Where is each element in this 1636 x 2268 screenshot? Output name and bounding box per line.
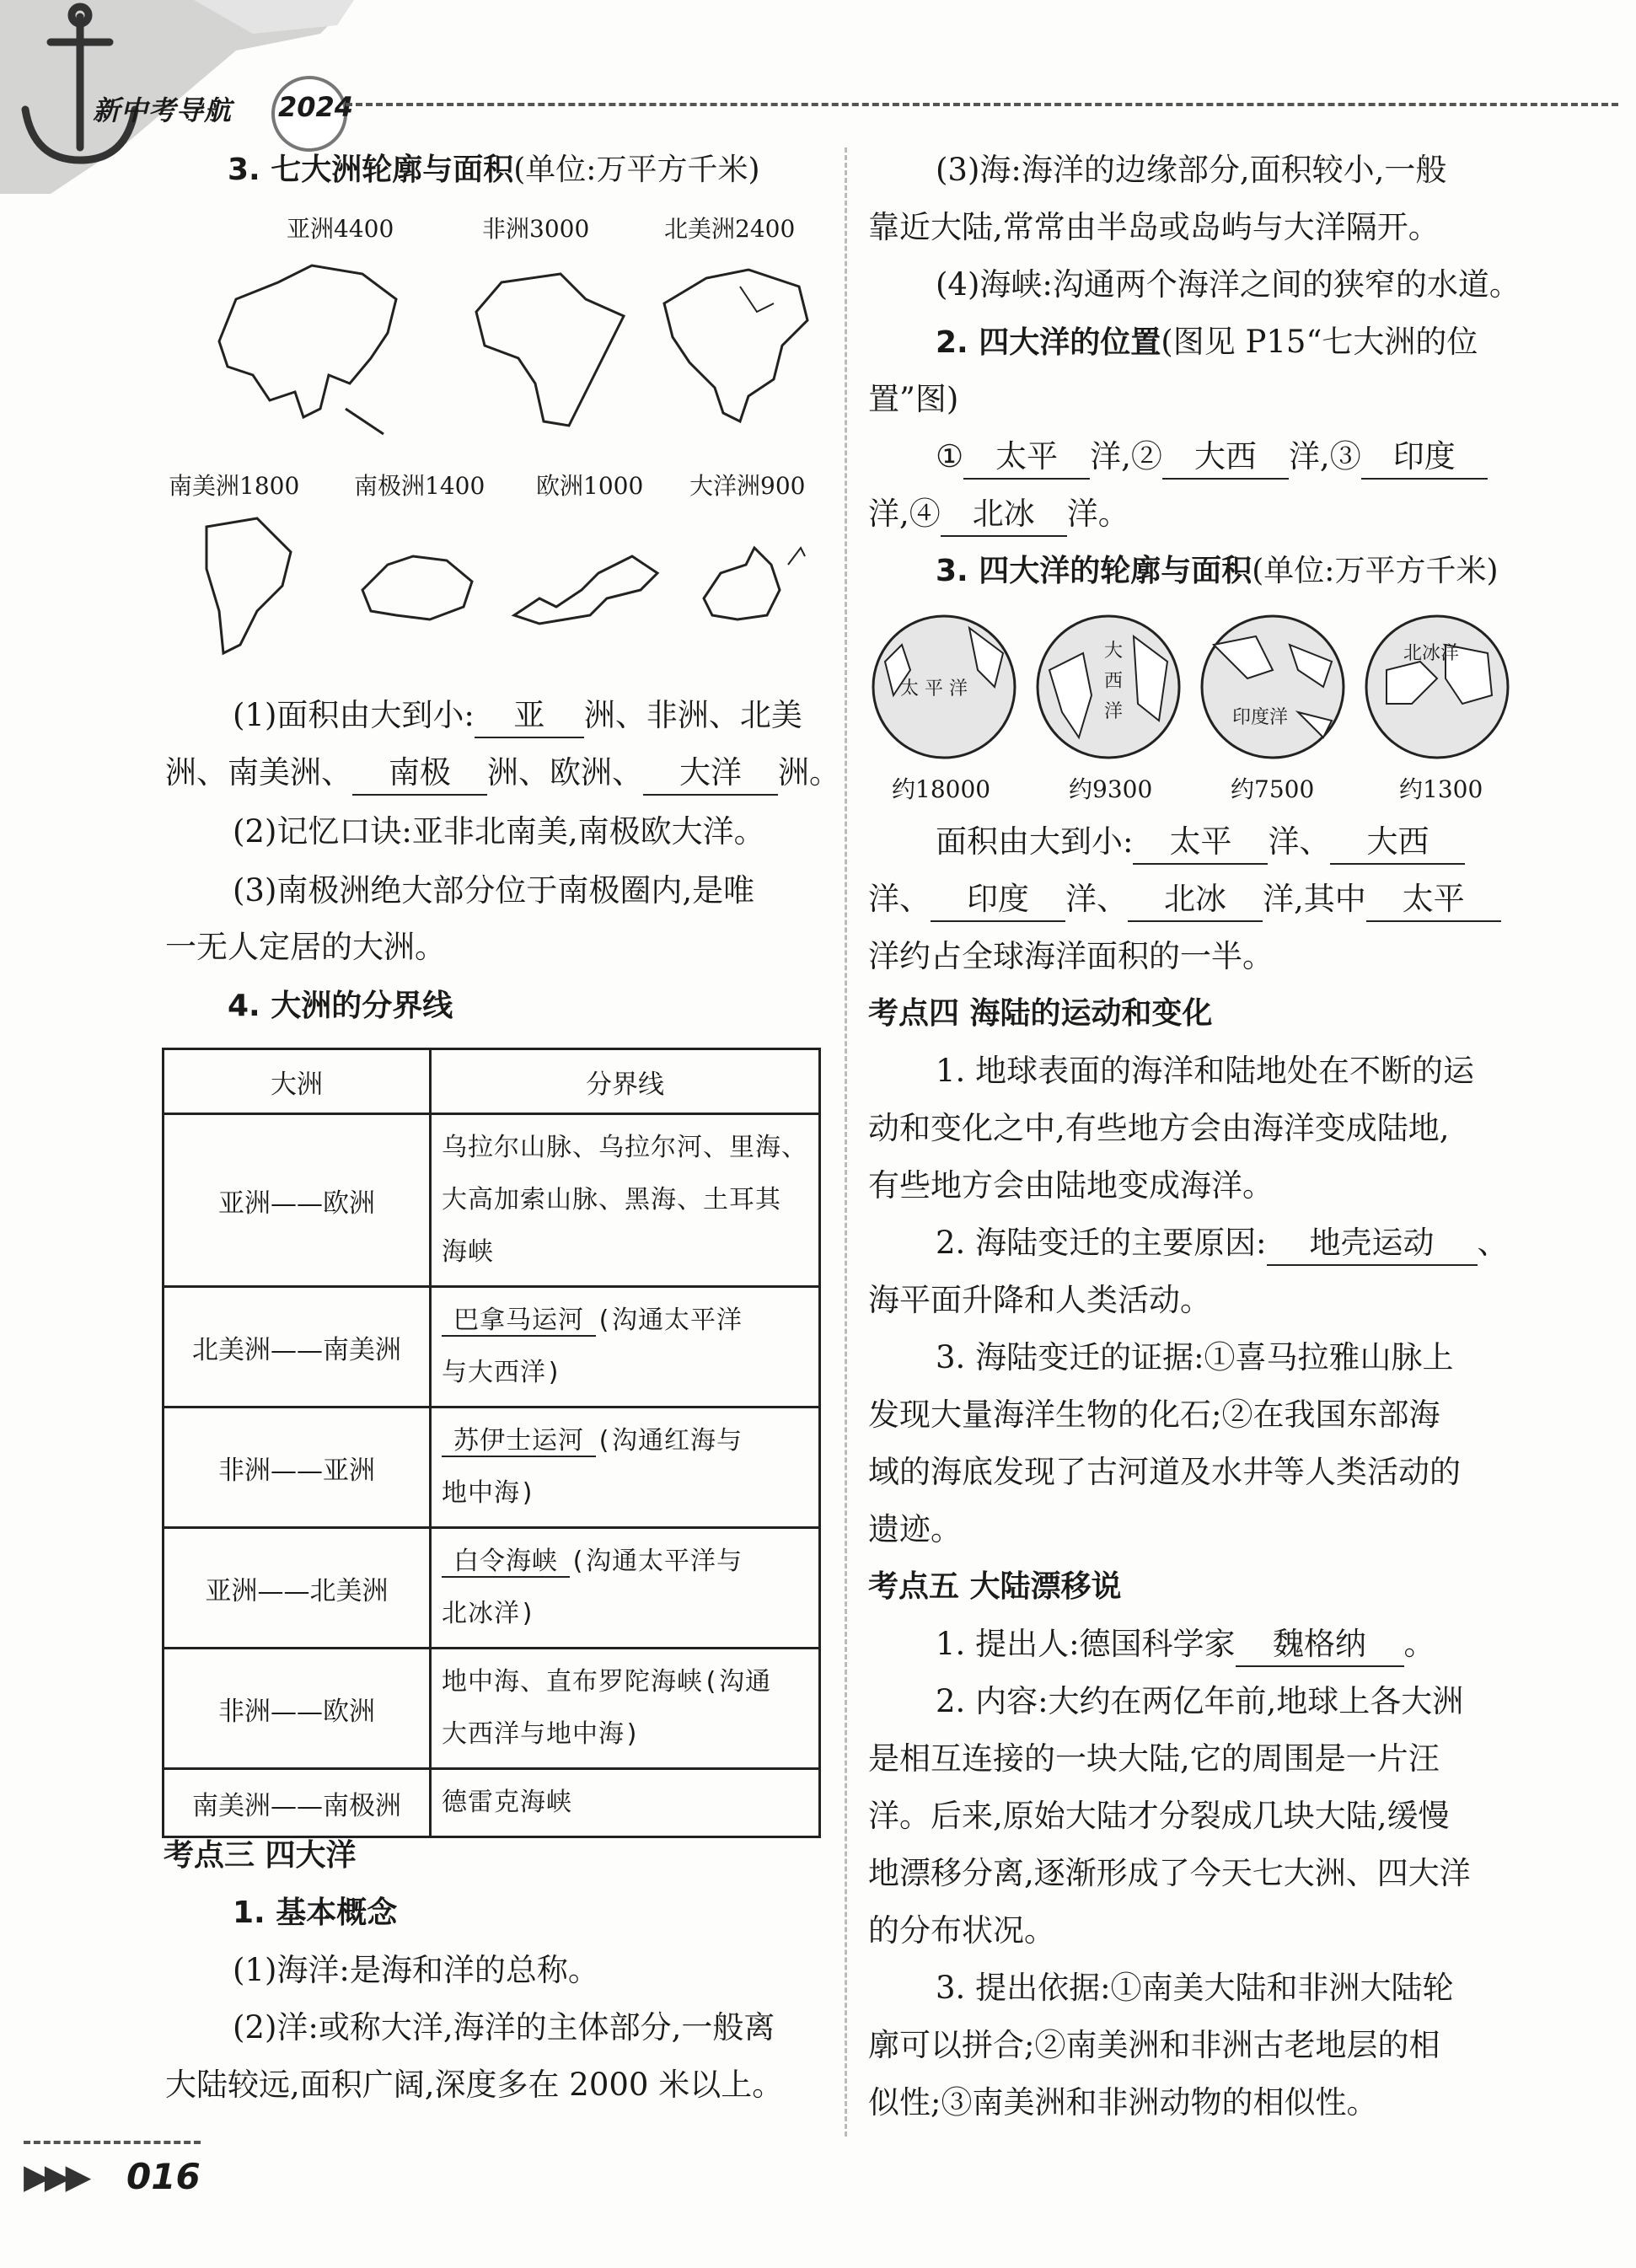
basic-concept-1: (1)海洋:是海和洋的总称。 — [233, 1952, 599, 1988]
table-row — [164, 1649, 820, 1769]
ocean-position-line-1: 2. 四大洋的位置(图见 P15“七大洲的位 — [936, 324, 1478, 360]
arctic-area: 约1300 — [1399, 775, 1483, 803]
k5-2-line-1: 2. 内容:大约在两亿年前,地球上各大洲 — [936, 1683, 1464, 1719]
ocean-position-blanks-2: 洋,④ 北冰 洋。 — [868, 485, 1129, 543]
answer-blank-asia[interactable]: 亚 — [475, 694, 584, 738]
kp4-title: 考点四 海陆的运动和变化 — [868, 996, 1213, 1031]
arctic-globe — [1361, 611, 1513, 763]
ocean-position-blanks-1: ① 太平 洋,② 大西 洋,③ 印度 — [936, 428, 1488, 485]
sea-line-2: 靠近大陆,常常由半岛或岛屿与大洋隔开。 — [868, 209, 1440, 245]
basic-concept-2-line-2: 大陆较远,面积广阔,深度多在 2000 米以上。 — [165, 2067, 784, 2103]
antarctica-outline — [354, 539, 480, 632]
oceania-outline — [687, 531, 813, 641]
answer-blank-arctic[interactable]: 北冰 — [941, 493, 1067, 537]
answer-blank-pacific[interactable]: 太平 — [963, 436, 1090, 480]
boundary-line: 海峡 — [442, 1237, 494, 1267]
boundary-note: 与大西洋) — [442, 1358, 563, 1387]
asia-outline — [202, 249, 405, 442]
question-1-line-1: (1)面积由大到小: 亚 洲、非洲、北美 — [233, 687, 802, 744]
table-cell-boundary — [431, 1649, 820, 1769]
table-cell-pair: 北美洲——南美洲 — [164, 1287, 431, 1407]
question-1-line-2: 洲、南美洲、 南极 洲、欧洲、 大洋 洲。 — [165, 744, 840, 802]
k5-3-line-1: 3. 提出依据:①南美大陆和非洲大陆轮 — [936, 1970, 1454, 2006]
area-rank-line-1: 面积由大到小: 太平 洋、 大西 — [936, 813, 1465, 871]
section-3-title: 3. 七大洲轮廓与面积(单位:万平方千米) — [228, 153, 760, 187]
pacific-globe-label: 太 平 洋 — [900, 678, 968, 700]
pacific-area: 约18000 — [892, 775, 991, 803]
question-3-line-2: 一无人定居的大洲。 — [165, 929, 446, 965]
table-cell-pair: 亚洲——北美洲 — [164, 1528, 431, 1649]
strait-definition: (4)海峡:沟通两个海洋之间的狭窄的水道。 — [936, 266, 1521, 303]
indian-globe — [1197, 611, 1349, 763]
question-3-line-1: (3)南极洲绝大部分位于南极圈内,是唯 — [233, 872, 755, 909]
south-america-outline — [190, 510, 299, 662]
question-2: (2)记忆口诀:亚非北南美,南极欧大洋。 — [233, 813, 765, 850]
column-divider — [845, 147, 847, 2137]
atlantic-area: 约9300 — [1069, 775, 1153, 803]
north-america-outline — [647, 253, 824, 438]
answer-blank-indian[interactable]: 印度 — [1361, 436, 1488, 480]
answer-blank-suez-canal[interactable]: 苏伊士运河 — [442, 1426, 596, 1457]
table-cell-pair: 亚洲——欧洲 — [164, 1114, 431, 1287]
answer-blank-panama-canal[interactable]: 巴拿马运河 — [442, 1306, 596, 1337]
table-row — [164, 1407, 820, 1528]
table-cell-boundary — [431, 1114, 820, 1287]
arctic-globe-label: 北冰洋 — [1403, 643, 1460, 664]
boundary-line: 地中海、直布罗陀海峡(沟通 — [442, 1667, 772, 1697]
table-cell-boundary — [431, 1287, 820, 1407]
kp5-title: 考点五 大陆漂移说 — [868, 1569, 1122, 1604]
boundary-line: 大西洋与地中海) — [442, 1719, 641, 1749]
boundary-note: 地中海) — [442, 1478, 537, 1508]
table-header-boundary: 分界线 — [431, 1049, 820, 1114]
ocean-outline-title: 3. 四大洋的轮廓与面积(单位:万平方千米) — [936, 554, 1499, 588]
boundary-line: 乌拉尔山脉、乌拉尔河、里海、 — [442, 1133, 807, 1162]
answer-blank-bering-strait[interactable]: 白令海峡 — [442, 1547, 570, 1578]
boundary-note: (沟通太平洋与 — [570, 1547, 743, 1576]
south-america-label: 南美洲1800 — [169, 472, 300, 500]
k4-3-line-2: 发现大量海洋生物的化石;②在我国东部海 — [868, 1397, 1440, 1433]
africa-label: 非洲3000 — [482, 215, 590, 243]
answer-blank-wegener[interactable]: 魏格纳 — [1236, 1623, 1404, 1667]
basic-concept-2-line-1: (2)洋:或称大洋,海洋的主体部分,一般离 — [233, 2009, 775, 2045]
table-row — [164, 1528, 820, 1649]
footer-divider — [24, 2141, 201, 2144]
k5-2-line-4: 地漂移分离,逐渐形成了今天七大洲、四大洋 — [868, 1855, 1471, 1891]
table-cell-pair: 非洲——欧洲 — [164, 1649, 431, 1769]
section-4-title: 4. 大洲的分界线 — [228, 989, 453, 1023]
atlantic-globe-label: 大 西 洋 — [1104, 641, 1124, 722]
answer-blank-largest[interactable]: 太平 — [1366, 878, 1501, 922]
boundary-line: 大高加索山脉、黑海、土耳其 — [442, 1185, 781, 1214]
answer-blank-oceania[interactable]: 大洋 — [643, 752, 778, 796]
page-number: 016 — [126, 2156, 201, 2197]
antarctica-label: 南极洲1400 — [354, 472, 485, 500]
answer-blank-antarctica[interactable]: 南极 — [352, 752, 487, 796]
boundary-note: (沟通太平洋 — [596, 1306, 743, 1335]
oceania-label: 大洋洲900 — [689, 472, 806, 500]
k5-1: 1. 提出人:德国科学家 魏格纳 。 — [936, 1616, 1435, 1673]
ocean-position-line-2: 置”图) — [868, 381, 959, 417]
answer-blank-rank-1[interactable]: 太平 — [1133, 821, 1268, 865]
brand-title: 新中考导航 — [93, 94, 233, 126]
k5-2-line-2: 是相互连接的一块大陆,它的周围是一片汪 — [868, 1740, 1440, 1777]
table-header-continent: 大洲 — [164, 1049, 431, 1114]
answer-blank-rank-3[interactable]: 印度 — [931, 878, 1065, 922]
k5-3-line-3: 似性;③南美洲和非洲动物的相似性。 — [868, 2084, 1378, 2121]
continent-boundary-table — [162, 1048, 821, 1838]
table-cell-pair: 南美洲——南极洲 — [164, 1769, 431, 1837]
k5-3-line-2: 廓可以拼合;②南美洲和非洲古老地层的相 — [868, 2027, 1440, 2063]
k4-3-line-3: 域的海底发现了古河道及水井等人类活动的 — [868, 1454, 1461, 1490]
area-rank-line-2: 洋、 印度 洋、 北冰 洋,其中 太平 — [868, 871, 1501, 928]
k4-1-line-3: 有些地方会由陆地变成海洋。 — [868, 1167, 1274, 1204]
indian-area: 约7500 — [1231, 775, 1315, 803]
boundary-note: 北冰洋) — [442, 1599, 537, 1628]
table-row — [164, 1114, 820, 1287]
k5-2-line-3: 洋。后来,原始大陆才分裂成几块大陆,缓慢 — [868, 1798, 1450, 1834]
table-cell-pair: 非洲——亚洲 — [164, 1407, 431, 1528]
africa-outline — [468, 265, 636, 434]
sea-line-1: (3)海:海洋的边缘部分,面积较小,一般 — [936, 152, 1447, 188]
k4-1-line-1: 1. 地球表面的海洋和陆地处在不断的运 — [936, 1053, 1475, 1089]
k4-2-line-2: 海平面升降和人类活动。 — [868, 1282, 1211, 1318]
table-cell-boundary — [431, 1528, 820, 1649]
indian-globe-label: 印度洋 — [1232, 707, 1289, 728]
table-cell-boundary — [431, 1407, 820, 1528]
k5-2-line-5: 的分布状况。 — [868, 1912, 1055, 1949]
answer-blank-rank-4[interactable]: 北冰 — [1128, 878, 1263, 922]
header-divider — [346, 103, 1618, 106]
k4-3-line-4: 遗迹。 — [868, 1511, 962, 1547]
table-row — [164, 1287, 820, 1407]
footer-arrows-icon: ▶▶▶ — [24, 2158, 87, 2196]
europe-outline — [506, 539, 666, 632]
boundary-note: (沟通红海与 — [596, 1426, 743, 1456]
basic-concepts-title: 1. 基本概念 — [233, 1895, 398, 1930]
asia-label: 亚洲4400 — [287, 215, 394, 243]
kp3-title: 考点三 四大洋 — [164, 1838, 357, 1873]
table-cell-boundary: 德雷克海峡 — [431, 1769, 820, 1837]
k4-3-line-1: 3. 海陆变迁的证据:①喜马拉雅山脉上 — [936, 1339, 1454, 1375]
area-rank-line-3: 洋约占全球海洋面积的一半。 — [868, 938, 1274, 974]
north-america-label: 北美洲2400 — [664, 215, 796, 243]
answer-blank-rank-2[interactable]: 大西 — [1330, 821, 1465, 865]
k4-1-line-2: 动和变化之中,有些地方会由海洋变成陆地, — [868, 1110, 1450, 1146]
year-label: 2024 — [278, 91, 354, 123]
table-header-row — [164, 1049, 820, 1114]
k4-2-line-1: 2. 海陆变迁的主要原因: 地壳运动 、 — [936, 1214, 1509, 1272]
europe-label: 欧洲1000 — [536, 472, 644, 500]
answer-blank-crustal-movement[interactable]: 地壳运动 — [1267, 1222, 1478, 1266]
answer-blank-atlantic[interactable]: 大西 — [1162, 436, 1289, 480]
